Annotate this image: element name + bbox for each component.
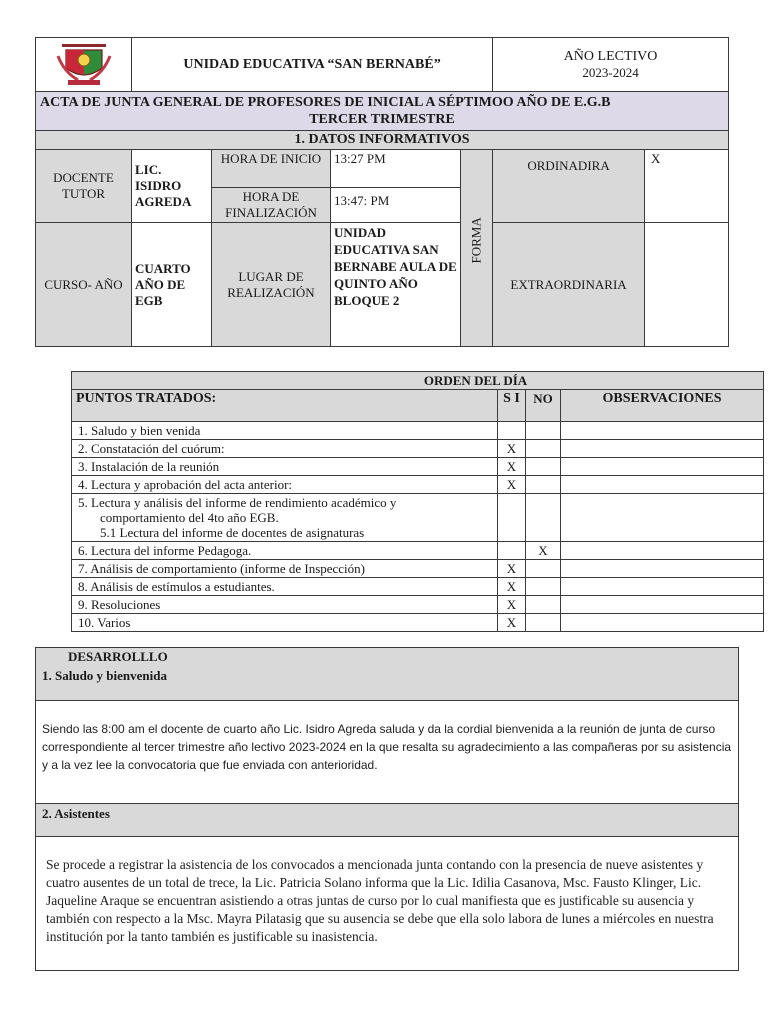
orden-obs [561,614,764,632]
orden-title: ORDEN DEL DÍA [72,372,764,390]
orden-si: X [498,578,526,596]
orden-row [72,440,764,458]
desarrollo-title: DESARROLLLO [36,648,738,666]
orden-si [498,422,526,440]
orden-obs [561,476,764,494]
orden-no [526,596,561,614]
orden-row [72,596,764,614]
orden-no [526,578,561,596]
orden-obs [561,596,764,614]
orden-item: 7. Análisis de comportamiento (informe de Inspección) [72,560,498,578]
orden-item: 6. Lectura del informe Pedagoga. [72,542,498,560]
col-observaciones: OBSERVACIONES [561,390,764,422]
orden-no [526,458,561,476]
orden-row [72,458,764,476]
orden-item: 2. Constatación del cuórum: [72,440,498,458]
orden-si: X [498,440,526,458]
orden-no [526,422,561,440]
orden-row [72,494,764,542]
orden-si: X [498,614,526,632]
lugar-value: UNIDAD EDUCATIVA SAN BERNABE AULA DE QUINTO AÑO BLOQUE 2 [331,223,461,347]
orden-si: X [498,476,526,494]
desarrollo-section [35,647,739,971]
lugar-label: LUGAR DE REALIZACIÓN [212,223,331,347]
col-si: S I [498,390,526,422]
curso-label: CURSO- AÑO [36,223,132,347]
orden-row [72,542,764,560]
orden-table [71,371,764,632]
acta-title [36,92,729,131]
school-year-value: 2023-2024 [582,64,639,80]
orden-obs [561,560,764,578]
orden-item-line2: comportamiento del 4to año EGB. [100,510,279,525]
s2-title: 2. Asistentes [36,803,738,837]
orden-item: 8. Análisis de estímulos a estudiantes. [72,578,498,596]
school-year-cell [493,38,729,92]
orden-item: 3. Instalación de la reunión [72,458,498,476]
orden-row [72,560,764,578]
orden-item: 1. Saludo y bien venida [72,422,498,440]
curso-value: CUARTO AÑO DE EGB [132,223,212,347]
forma-text: FORMA [468,217,484,264]
acta-title-line2: TERCER TRIMESTRE [309,112,455,127]
institution-name: UNIDAD EDUCATIVA “SAN BERNABÉ” [132,38,493,92]
orden-row [72,578,764,596]
s1-text: Siendo las 8:00 am el docente de cuarto año Lic. Isidro Agreda saluda y da la cordial bienvenida a la reunión de junta de curso correspondiente al tercer trimestre año lectivo 2023-2024 en la que resalta su agradecimiento a las compañeras por su asistencia y a la vez lee la convocatoria que fue enviada con anterioridad. [36,700,738,803]
orden-si: X [498,458,526,476]
forma-label [461,150,493,347]
orden-obs [561,440,764,458]
orden-row [72,614,764,632]
extraordinaria-mark [645,223,729,347]
hora-fin-value: 13:47: PM [331,188,461,223]
orden-si: X [498,596,526,614]
col-no: NO [526,390,561,422]
hora-inicio-value: 13:27 PM [331,150,461,188]
s2-text: Se procede a registrar la asistencia de los convocados a mencionada junta contando con la presencia de nueve asistentes y cuatro ausentes de un total de trece, la Lic. Patricia Solano informa que la Lic. Idilia Casanova, Msc. Fausto Klinger, Lic. Jaqueline Araque se encuentran asistiendo a otras juntas de curso por lo cual manifiesta que es justificable su ausencia y también con respecto a la Msc. Mayra Pilatasig que su ausencia se debe que ella solo labora de lunes a miércoles en nuestra institución por la tanto también es justificable su inasistencia. [46,857,714,944]
s1-title: 1. Saludo y bienvenida [36,666,738,700]
school-year-label: AÑO LECTIVO [563,48,658,64]
orden-no [526,560,561,578]
orden-obs [561,578,764,596]
orden-item-multiline [72,494,498,542]
orden-item: 9. Resoluciones [72,596,498,614]
ordinaria-label: ORDINADIRA [493,150,645,223]
docente-value: LIC. ISIDRO AGREDA [132,150,212,223]
datos-title: 1. DATOS INFORMATIVOS [36,131,729,150]
orden-no [526,440,561,458]
orden-obs [561,422,764,440]
orden-no [526,494,561,542]
docente-label: DOCENTE TUTOR [36,150,132,223]
orden-item: 5. Lectura y análisis del informe de rendimiento académico y [78,495,397,510]
hora-fin-label: HORA DE FINALIZACIÓN [212,188,331,223]
orden-obs [561,542,764,560]
extraordinaria-label: EXTRAORDINARIA [493,223,645,347]
orden-si [498,494,526,542]
logo-cell [36,38,132,92]
orden-no [526,476,561,494]
hora-inicio-label: HORA DE INICIO [212,150,331,188]
ordinaria-mark: X [645,150,729,223]
orden-item: 10. Varios [72,614,498,632]
orden-obs [561,494,764,542]
orden-row [72,422,764,440]
orden-no [526,614,561,632]
orden-item: 4. Lectura y aprobación del acta anterior: [72,476,498,494]
orden-item-line3: 5.1 Lectura del informe de docentes de asignaturas [100,525,365,540]
orden-row [72,476,764,494]
orden-si [498,542,526,560]
orden-obs [561,458,764,476]
orden-no: X [526,542,561,560]
acta-title-line1: ACTA DE JUNTA GENERAL DE PROFESORES DE INICIAL A SÉPTIMOO AÑO DE E.G.B [40,95,611,110]
col-puntos: PUNTOS TRATADOS: [72,390,498,422]
orden-si: X [498,560,526,578]
school-logo [52,42,116,86]
header-table [35,37,729,347]
